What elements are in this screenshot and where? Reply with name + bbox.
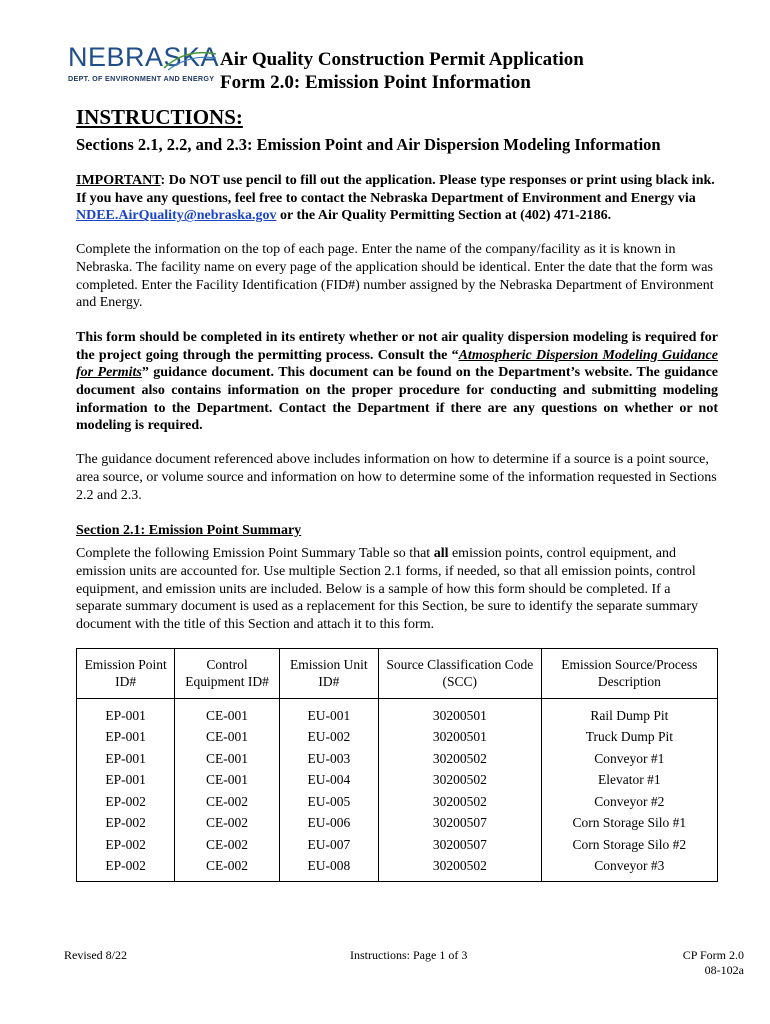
table-cell: EP-002: [77, 855, 175, 881]
sections-heading: Sections 2.1, 2.2, and 2.3: Emission Point and Air Dispersion Modeling Information: [76, 135, 661, 154]
form-title: Air Quality Construction Permit Application: [220, 49, 584, 70]
table-row: [77, 855, 718, 881]
summary-text-part2: emission points, control equipment, and emission units are accounted for. Use multiple Section 2.1 forms, if needed, so that all emission points, control equipment, and emission units are included. Below is a sample of how this form should be completed. If a separate summary document is used as a replacement for this Section, be sure to identify the separate summary document with the title of this Section and attach it to this form.: [76, 546, 699, 633]
section-2-1-heading: Section 2.1: Emission Point Summary: [76, 523, 302, 539]
table-cell: 30200502: [378, 855, 541, 881]
form-id: CP Form 2.0: [682, 948, 744, 962]
summary-text-bold: all: [433, 546, 449, 562]
important-label: IMPORTANT: [76, 173, 161, 188]
table-cell: EP-001: [77, 698, 175, 726]
revision-date: Revised 8/22: [64, 948, 127, 962]
guidance-paragraph: The guidance document referenced above includes information on how to determine if a source is a point source, area source, or volume source and information on how to determine some of the information requested in Sections 2.2 and 2.3.: [76, 452, 717, 503]
form-text-part1: This form should be completed in its entirety whether or not air quality dispersion modeling is required for the project going through the permitting process. Consult the “: [76, 329, 718, 363]
form-code: 08-102a: [704, 963, 744, 977]
column-header: Source Classification Code (SCC): [378, 648, 541, 698]
table-cell: EP-002: [77, 812, 175, 834]
table-cell: EP-001: [77, 748, 175, 770]
ndee-logo: [66, 42, 220, 92]
table-cell: Conveyor #1: [541, 748, 717, 770]
table-cell: EP-001: [77, 769, 175, 791]
table-cell: EU-004: [279, 769, 378, 791]
instructions-heading: INSTRUCTIONS:: [76, 105, 243, 129]
table-cell: CE-002: [175, 812, 280, 834]
logo-wordmark: NEBRASKA: [68, 42, 220, 72]
guidance-document-title: Atmospheric Dispersion Modeling Guidance for Permits: [76, 347, 718, 381]
table-cell: Corn Storage Silo #2: [541, 834, 717, 856]
table-header-row: [77, 648, 718, 698]
page-header: [66, 42, 726, 98]
table-cell: 30200501: [378, 726, 541, 748]
table-cell: EU-005: [279, 791, 378, 813]
table-cell: CE-002: [175, 855, 280, 881]
table-cell: CE-001: [175, 748, 280, 770]
form-subtitle: Form 2.0: Emission Point Information: [220, 72, 531, 93]
table-cell: EP-002: [77, 834, 175, 856]
table-cell: 30200502: [378, 791, 541, 813]
table-cell: CE-001: [175, 698, 280, 726]
table-cell: 30200507: [378, 812, 541, 834]
logo-swoosh-icon: [162, 46, 218, 72]
table-cell: EU-001: [279, 698, 378, 726]
table-cell: CE-001: [175, 726, 280, 748]
column-header: Emission Source/Process Description: [541, 648, 717, 698]
contact-email-link[interactable]: NDEE.AirQuality@nebraska.gov: [76, 208, 277, 224]
table-cell: EP-002: [77, 791, 175, 813]
table-cell: Truck Dump Pit: [541, 726, 717, 748]
important-text-part2: or the Air Quality Permitting Section at (402) 471-2186.: [276, 208, 612, 224]
summary-text-part1: Complete the following Emission Point Summary Table so that: [76, 546, 434, 562]
table-cell: Corn Storage Silo #1: [541, 812, 717, 834]
form-identifier: [683, 948, 744, 978]
table-row: [77, 834, 718, 856]
form-completion-paragraph: [76, 329, 718, 435]
table-cell: Conveyor #2: [541, 791, 717, 813]
table-cell: 30200507: [378, 834, 541, 856]
section-2-1-paragraph: [76, 545, 718, 634]
column-header: Control Equipment ID#: [175, 648, 280, 698]
column-header: Emission Unit ID#: [279, 648, 378, 698]
table-cell: EU-002: [279, 726, 378, 748]
table-row: [77, 812, 718, 834]
table-cell: CE-002: [175, 834, 280, 856]
table-cell: CE-001: [175, 769, 280, 791]
table-row: [77, 791, 718, 813]
form-text-part2: ” guidance document. This document can be found on the Department’s website. The guidance document also contains information on the proper procedure for conducting and submitting modeling information to the Department. Contact the Department if there are any questions on whether or not modeling is required.: [76, 365, 718, 434]
table-cell: EU-006: [279, 812, 378, 834]
table-row: [77, 698, 718, 726]
complete-info-paragraph: Complete the information on the top of each page. Enter the name of the company/facility as it is known in Nebraska. The facility name on every page of the application should be identical. Enter the date that the form was completed. Enter the Facility Identification (FID#) number assigned by the Nebraska Department of Environment and Energy.: [76, 242, 714, 311]
table-cell: 30200501: [378, 698, 541, 726]
emission-point-summary-table: [76, 648, 718, 882]
table-cell: EP-001: [77, 726, 175, 748]
page-number: Instructions: Page 1 of 3: [350, 948, 468, 962]
table-cell: Rail Dump Pit: [541, 698, 717, 726]
table-cell: EU-003: [279, 748, 378, 770]
instructions-body: [76, 104, 718, 882]
table-cell: CE-002: [175, 791, 280, 813]
table-cell: Elevator #1: [541, 769, 717, 791]
table-cell: 30200502: [378, 748, 541, 770]
important-notice: [76, 172, 718, 225]
table-cell: 30200502: [378, 769, 541, 791]
table-row: [77, 769, 718, 791]
logo-subtitle: DEPT. OF ENVIRONMENT AND ENERGY: [68, 74, 215, 83]
table-row: [77, 748, 718, 770]
table-cell: EU-007: [279, 834, 378, 856]
important-text-part1: : Do NOT use pencil to fill out the application. Please type responses or print using black ink. If you have any questions, feel free to contact the Nebraska Department of Environment and Energy via: [76, 173, 715, 206]
table-cell: EU-008: [279, 855, 378, 881]
column-header: Emission Point ID#: [77, 648, 175, 698]
table-row: [77, 726, 718, 748]
table-cell: Conveyor #3: [541, 855, 717, 881]
